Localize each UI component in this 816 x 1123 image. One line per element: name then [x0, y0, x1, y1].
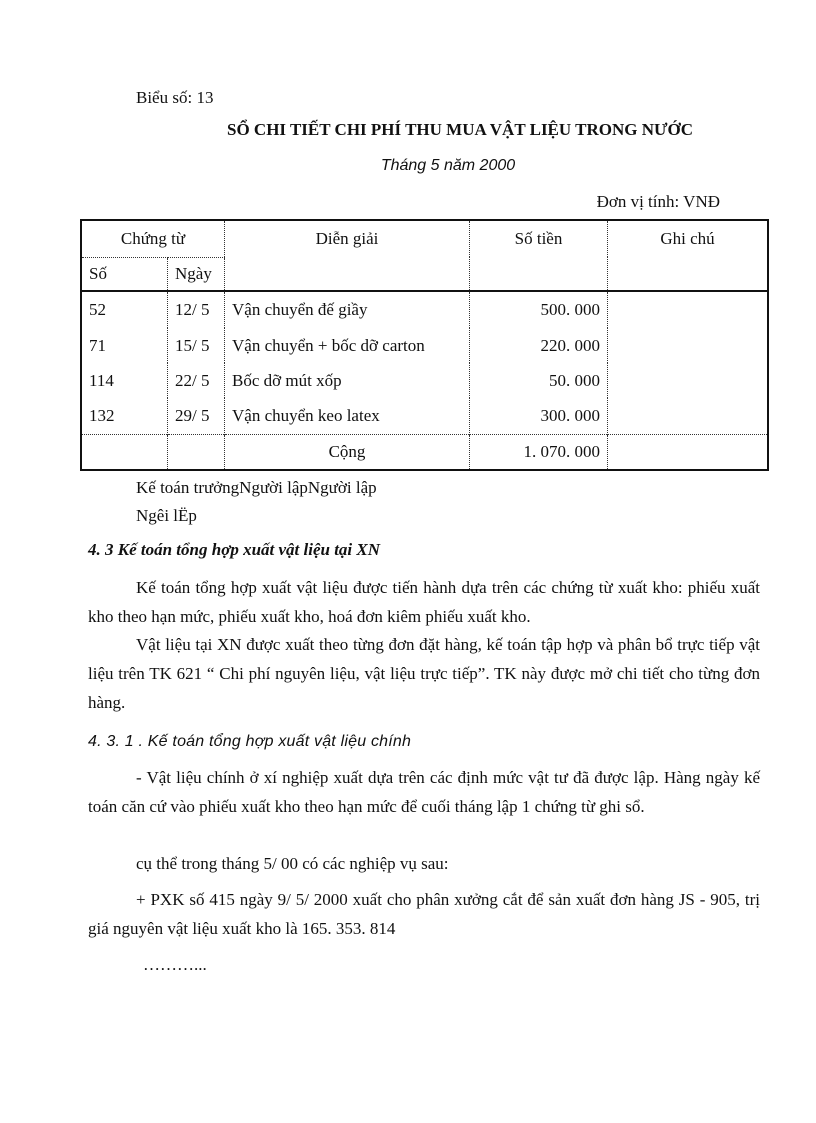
cell-no: 114	[81, 363, 168, 398]
currency-unit: Đơn vị tính: VNĐ	[596, 192, 720, 211]
cell-note	[608, 328, 769, 363]
header-description: Diễn giải	[225, 220, 470, 291]
cell-description: Vận chuyển keo latex	[225, 398, 470, 434]
header-amount: Số tiền	[470, 220, 608, 291]
cell-note	[608, 398, 769, 434]
signature-line-garbled: Ngêi lËp	[136, 506, 197, 525]
ellipsis: ………...	[143, 955, 207, 974]
cell-date: 15/ 5	[168, 328, 225, 363]
cell-no: 52	[81, 291, 168, 328]
total-note	[608, 434, 769, 470]
cell-amount: 500. 000	[470, 291, 608, 328]
paragraph: - Vật liệu chính ở xí nghiệp xuất dựa trên các định mức vật tư đã được lập. Hàng ngày kế toán căn cứ vào phiếu xuất kho theo hạn mức để cuối tháng lập 1 chứng từ ghi sổ.	[88, 768, 760, 816]
table-row	[81, 291, 768, 328]
form-label: Biểu số: 13	[136, 88, 214, 107]
paragraph: + PXK số 415 ngày 9/ 5/ 2000 xuất cho phân xưởng cắt để sản xuất đơn hàng JS - 905, trị giá nguyên vật liệu xuất kho là 165. 353. 814	[88, 890, 760, 938]
cell-note	[608, 363, 769, 398]
paragraph: cụ thể trong tháng 5/ 00 có các nghiệp vụ sau:	[136, 854, 449, 873]
table-row	[81, 398, 768, 434]
total-empty-date	[168, 434, 225, 470]
subsection-heading: 4. 3. 1 . Kế toán tổng hợp xuất vật liệu chính	[88, 733, 412, 750]
total-amount: 1. 070. 000	[470, 434, 608, 470]
cell-date: 22/ 5	[168, 363, 225, 398]
header-note: Ghi chú	[608, 220, 769, 291]
cell-note	[608, 291, 769, 328]
period-subtitle: Tháng 5 năm 2000	[380, 157, 516, 174]
cell-description: Bốc dỡ mút xốp	[225, 363, 470, 398]
header-voucher-date: Ngày	[168, 257, 225, 291]
cell-amount: 50. 000	[470, 363, 608, 398]
table-row	[81, 363, 768, 398]
cell-date: 29/ 5	[168, 398, 225, 434]
cell-no: 71	[81, 328, 168, 363]
total-empty-no	[81, 434, 168, 470]
cell-date: 12/ 5	[168, 291, 225, 328]
page-title: SỔ CHI TIẾT CHI PHÍ THU MUA VẬT LIỆU TRONG NƯỚC	[226, 120, 694, 139]
cell-amount: 220. 000	[470, 328, 608, 363]
cell-amount: 300. 000	[470, 398, 608, 434]
cell-description: Vận chuyển đế giầy	[225, 291, 470, 328]
section-heading: 4. 3 Kế toán tổng hợp xuất vật liệu tại XN	[88, 540, 381, 559]
total-row	[81, 434, 768, 470]
cell-no: 132	[81, 398, 168, 434]
signature-line: Kế toán trưởngNgười lậpNgười lập	[136, 478, 377, 497]
total-label: Cộng	[225, 434, 470, 470]
table-row	[81, 328, 768, 363]
header-voucher: Chứng từ	[81, 220, 225, 257]
paragraph: Vật liệu tại XN được xuất theo từng đơn đặt hàng, kế toán tập hợp và phân bổ trực tiếp vật liệu trên TK 621 “ Chi phí nguyên liệu, vật liệu trực tiếp”. TK này được mở chi tiết cho từng đơn hàng.	[88, 635, 760, 712]
cell-description: Vận chuyển + bốc dỡ carton	[225, 328, 470, 363]
header-voucher-no: Số	[81, 257, 168, 291]
paragraph: Kế toán tổng hợp xuất vật liệu được tiến hành dựa trên các chứng từ xuất kho: phiếu xuất kho theo hạn mức, phiếu xuất kho, hoá đơn kiêm phiếu xuất kho.	[88, 578, 760, 626]
expense-ledger-table	[80, 219, 769, 471]
